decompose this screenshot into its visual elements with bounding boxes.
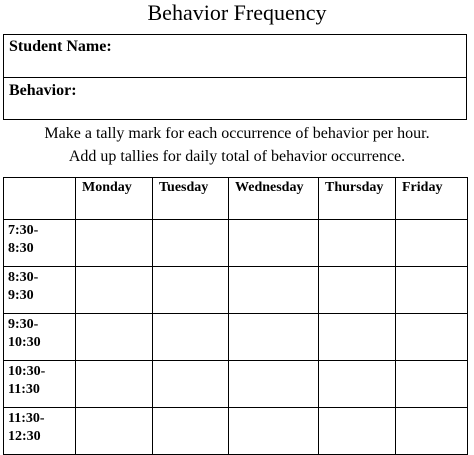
tally-cell[interactable] (76, 408, 153, 455)
instructions-line-1: Make a tally mark for each occurrence of behavior per hour. (44, 125, 430, 142)
table-row (4, 361, 468, 408)
time-end: 11:30 (8, 382, 40, 397)
tally-cell[interactable] (153, 267, 229, 314)
tally-cell[interactable] (76, 267, 153, 314)
time-start: 11:30- (8, 411, 45, 426)
day-header-monday: Monday (76, 178, 153, 220)
tally-cell[interactable] (229, 408, 319, 455)
time-slot-label (4, 408, 76, 455)
student-name-label: Student Name: (9, 38, 112, 55)
tally-cell[interactable] (153, 408, 229, 455)
tally-cell[interactable] (396, 220, 468, 267)
tally-cell[interactable] (319, 220, 396, 267)
tally-cell[interactable] (396, 314, 468, 361)
time-end: 12:30 (8, 429, 41, 444)
student-info-box (3, 34, 467, 120)
tally-cell[interactable] (229, 314, 319, 361)
day-header-wednesday: Wednesday (229, 178, 319, 220)
behavior-label: Behavior: (9, 82, 77, 99)
behavior-field[interactable] (4, 78, 466, 121)
tally-cell[interactable] (76, 361, 153, 408)
tally-cell[interactable] (76, 220, 153, 267)
day-header-tuesday: Tuesday (153, 178, 229, 220)
tally-cell[interactable] (229, 267, 319, 314)
tally-table (3, 177, 468, 455)
table-row (4, 220, 468, 267)
tally-cell[interactable] (396, 267, 468, 314)
tally-cell[interactable] (396, 408, 468, 455)
page-title: Behavior Frequency (147, 0, 327, 25)
time-start: 10:30- (8, 364, 46, 379)
tally-cell[interactable] (319, 408, 396, 455)
time-start: 7:30- (8, 223, 39, 238)
table-row (4, 314, 468, 361)
tally-cell[interactable] (319, 361, 396, 408)
instructions (0, 122, 474, 168)
time-start: 8:30- (8, 270, 39, 285)
day-header-friday: Friday (396, 178, 468, 220)
time-end: 8:30 (8, 241, 34, 256)
tally-cell[interactable] (153, 361, 229, 408)
table-header-row (4, 178, 468, 220)
time-slot-label (4, 267, 76, 314)
instructions-line-2: Add up tallies for daily total of behavior occurrence. (68, 148, 406, 165)
tally-cell[interactable] (319, 267, 396, 314)
day-header-thursday: Thursday (319, 178, 396, 220)
tally-cell[interactable] (229, 220, 319, 267)
time-slot-label (4, 361, 76, 408)
corner-header (4, 178, 76, 220)
tally-cell[interactable] (229, 361, 319, 408)
tally-cell[interactable] (153, 314, 229, 361)
time-start: 9:30- (8, 317, 39, 332)
student-name-field[interactable] (4, 35, 466, 78)
time-slot-label (4, 220, 76, 267)
tally-cell[interactable] (76, 314, 153, 361)
time-slot-label (4, 314, 76, 361)
tally-cell[interactable] (319, 314, 396, 361)
time-end: 9:30 (8, 288, 34, 303)
tally-cell[interactable] (153, 220, 229, 267)
table-row (4, 408, 468, 455)
time-end: 10:30 (8, 335, 41, 350)
tally-cell[interactable] (396, 361, 468, 408)
table-row (4, 267, 468, 314)
